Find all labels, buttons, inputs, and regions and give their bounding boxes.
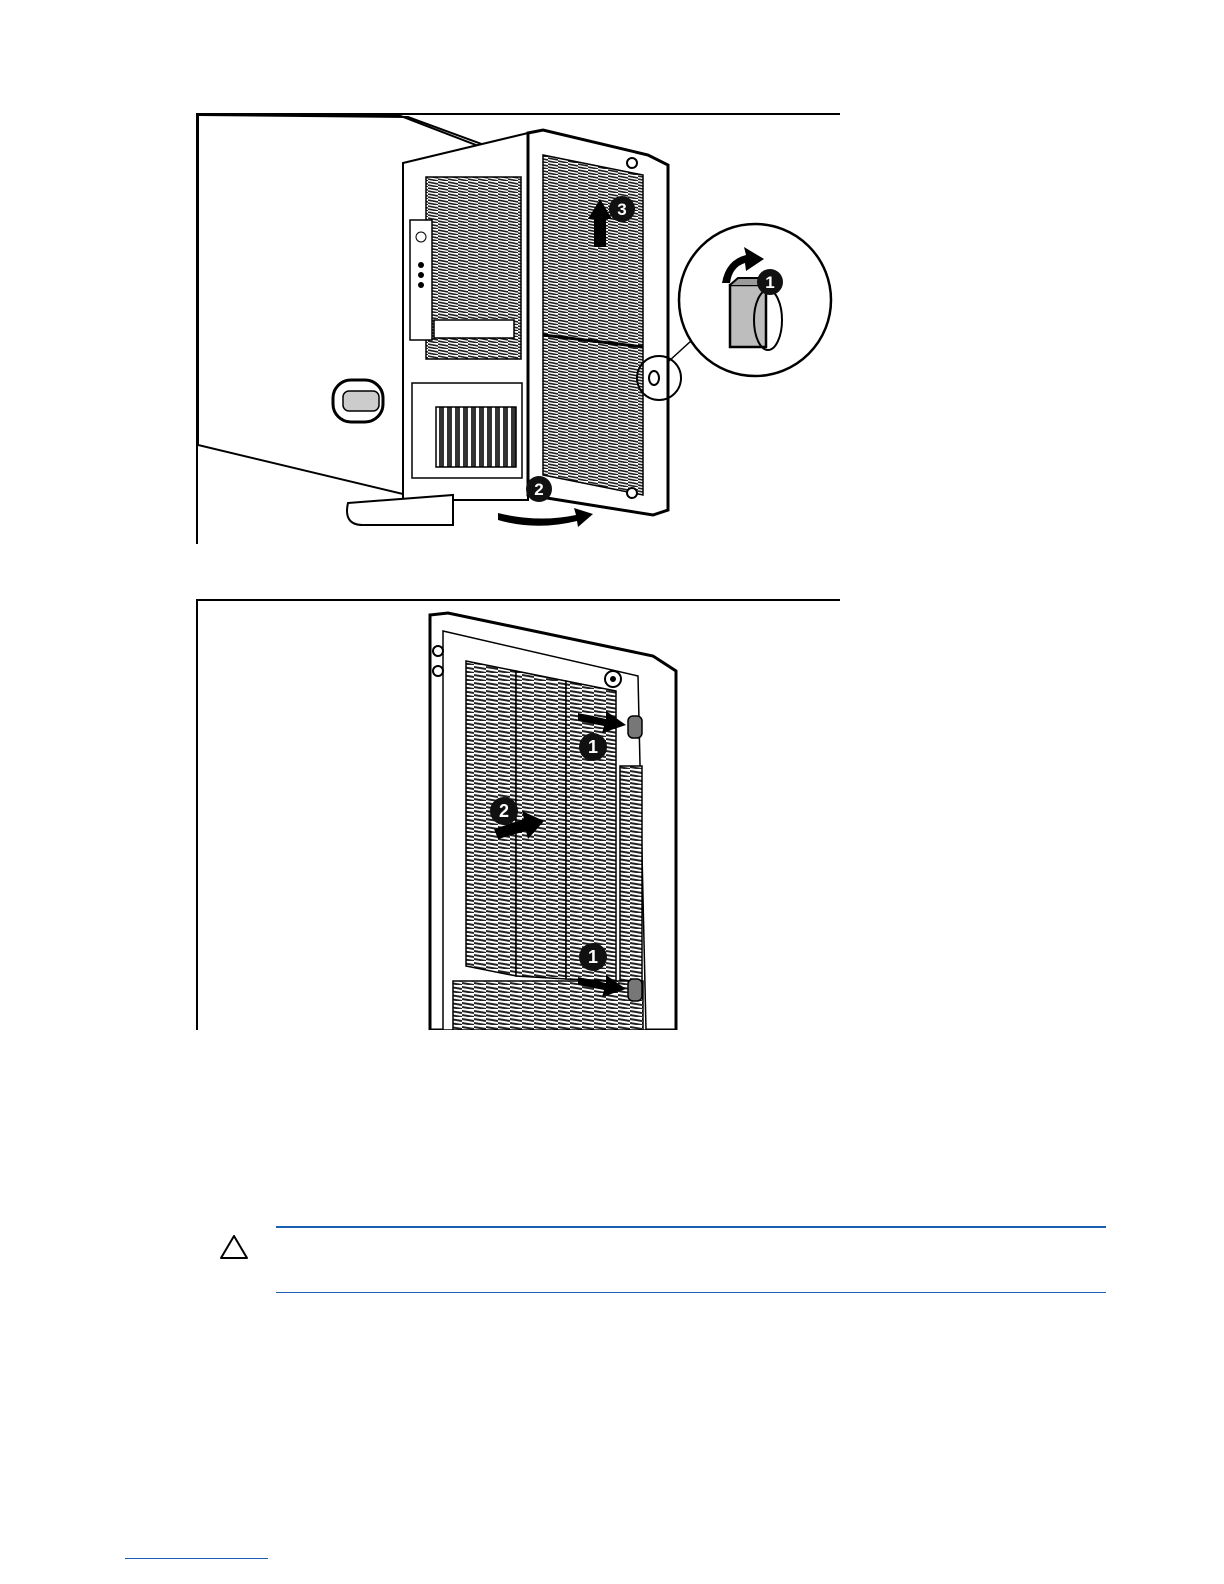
callout-1-top xyxy=(579,733,607,761)
server-bezel-illustration xyxy=(198,115,840,544)
figure-remove-front-bezel xyxy=(196,113,840,544)
svg-text:1: 1 xyxy=(587,737,599,757)
bezel-filter-illustration xyxy=(198,601,840,1030)
callout-3 xyxy=(609,196,635,222)
footer-rule xyxy=(125,1558,268,1559)
caution-triangle-icon xyxy=(219,1234,249,1260)
figure-remove-bezel-filter xyxy=(196,599,840,1030)
callout-1 xyxy=(757,269,783,295)
caution-bottom-rule xyxy=(276,1292,1106,1293)
callout-1-bottom xyxy=(579,943,607,971)
svg-text:1: 1 xyxy=(587,947,599,967)
svg-text:2: 2 xyxy=(498,801,510,821)
caution-top-rule xyxy=(276,1226,1106,1228)
svg-text:2: 2 xyxy=(534,480,544,499)
callout-2 xyxy=(490,797,518,825)
callout-2 xyxy=(526,476,552,502)
svg-text:1: 1 xyxy=(765,273,775,292)
svg-text:3: 3 xyxy=(617,200,627,219)
